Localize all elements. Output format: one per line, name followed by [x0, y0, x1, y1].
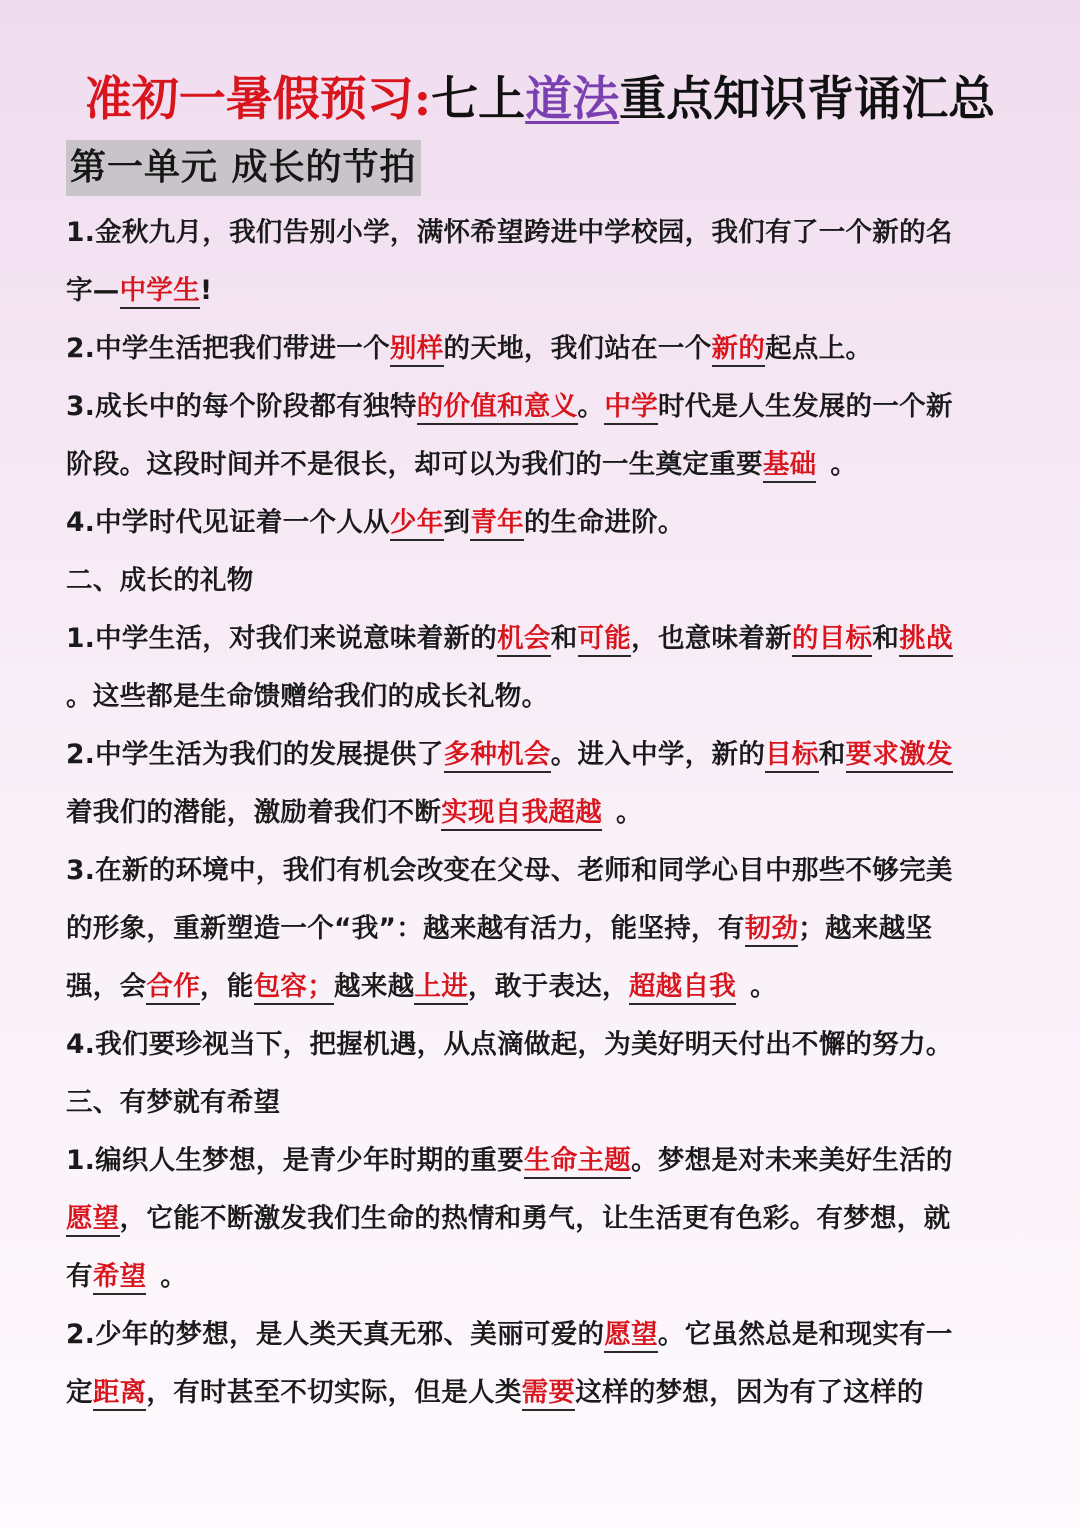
- line-text: 。它虽然总是和现实有一: [657, 1319, 953, 1350]
- line-text: 的形象，重新塑造一个“我”：越来越有活力，能坚持，有: [66, 913, 745, 944]
- keyword: 的价值和意义: [417, 391, 578, 425]
- text-line: [66, 842, 1021, 900]
- keyword: 挑战: [899, 623, 953, 657]
- line-text: 有: [66, 1261, 93, 1292]
- keyword: 合作: [146, 971, 200, 1005]
- line-text: 4.中学时代见证着一个人从: [66, 507, 390, 538]
- line-text: 。: [616, 797, 643, 828]
- keyword: 需要: [522, 1377, 576, 1411]
- title-part-2: 七上: [431, 72, 526, 127]
- text-line: [66, 1016, 1021, 1074]
- text-line: [66, 436, 1021, 494]
- text-line: [66, 610, 1021, 668]
- line-text: 越来越: [334, 971, 415, 1002]
- keyword: 超越自我: [629, 971, 736, 1005]
- keyword: 青年: [470, 507, 524, 541]
- line-text: 的生命进阶。: [523, 507, 685, 538]
- text-line: [66, 494, 1021, 552]
- content: [66, 204, 1021, 1422]
- text-line: [66, 204, 1021, 262]
- text-line: [66, 1132, 1021, 1190]
- keyword: 可能: [578, 623, 632, 657]
- keyword: 愿望: [66, 1203, 120, 1237]
- line-text: 。: [830, 449, 858, 480]
- keyword: 要求激发: [846, 739, 953, 773]
- keyword: 中学: [604, 391, 658, 425]
- text-line: [66, 1364, 1021, 1422]
- line-text: 2.中学生活为我们的发展提供了: [66, 739, 444, 770]
- keyword: 韧劲: [745, 913, 799, 947]
- text-line: [66, 900, 1021, 958]
- line-text: 时代是人生发展的一个新: [657, 391, 953, 422]
- line-text: 。: [160, 1261, 188, 1292]
- line-text: ，能: [200, 971, 254, 1002]
- text-line: [66, 958, 1021, 1016]
- line-text: ，有时甚至不切实际，但是人类: [146, 1377, 522, 1408]
- keyword: 机会: [497, 623, 551, 657]
- keyword: 中学生: [120, 275, 200, 309]
- line-text: 强，会: [66, 971, 147, 1002]
- line-text: 和: [818, 739, 846, 770]
- line-text: 到: [443, 507, 471, 538]
- title-part-1: 准初一暑假预习:: [84, 72, 432, 127]
- line-text: 3.成长中的每个阶段都有独特: [66, 391, 417, 422]
- keyword: 多种机会: [444, 739, 551, 773]
- keyword: 愿望: [604, 1319, 658, 1353]
- title-part-3: 道法: [525, 72, 620, 127]
- line-text: 。梦想是对未来美好生活的: [631, 1145, 953, 1176]
- keyword: 基础: [763, 449, 817, 483]
- line-text: 和: [550, 623, 578, 654]
- line-text: 3.在新的环境中，我们有机会改变在父母、老师和同学心目中那些不够完美: [66, 855, 953, 886]
- line-text: 二、成长的礼物: [66, 565, 254, 596]
- keyword: 生命主题: [524, 1145, 631, 1179]
- keyword: 新的: [712, 333, 766, 367]
- line-text: 2.少年的梦想，是人类天真无邪、美丽可爱的: [66, 1319, 605, 1350]
- line-text: 阶段。这段时间并不是很长，却可以为我们的一生奠定重要: [66, 449, 763, 480]
- line-text: ，敢于表达，: [468, 971, 629, 1002]
- line-text: 和: [872, 623, 900, 654]
- text-line: [66, 726, 1021, 784]
- line-text: 三、有梦就有希望: [66, 1087, 281, 1118]
- line-text: 着我们的潜能，激励着我们不断: [66, 797, 442, 828]
- keyword: 希望: [93, 1261, 147, 1295]
- line-text: ，它能不断激发我们生命的热情和勇气，让生活更有色彩。有梦想，就: [119, 1203, 951, 1234]
- text-line: [66, 378, 1021, 436]
- keyword: 少年: [390, 507, 444, 541]
- unit-title: 第一单元 成长的节拍: [66, 140, 421, 196]
- line-text: 1.编织人生梦想，是青少年时期的重要: [66, 1145, 524, 1176]
- line-text: ，也意味着新: [631, 623, 792, 654]
- text-line: [66, 1190, 1021, 1248]
- line-text: 这样的梦想，因为有了这样的: [575, 1377, 924, 1408]
- line-text: 起点上。: [765, 333, 873, 364]
- line-text: ；越来越坚: [798, 913, 933, 944]
- keyword: 实现自我超越: [441, 797, 602, 831]
- page-title: [0, 70, 1080, 130]
- line-text: 4.我们要珍视当下，把握机遇，从点滴做起，为美好明天付出不懈的努力。: [66, 1029, 953, 1060]
- keyword: 包容；: [254, 971, 334, 1005]
- line-text: 。这些都是生命馈赠给我们的成长礼物。: [66, 681, 549, 712]
- keyword: 别样: [390, 333, 444, 367]
- keyword: 距离: [93, 1377, 147, 1411]
- text-line: [66, 784, 1021, 842]
- line-text: 1.金秋九月，我们告别小学，满怀希望跨进中学校园，我们有了一个新的名: [66, 217, 953, 248]
- line-text: 。进入中学，新的: [550, 739, 766, 770]
- keyword: 的目标: [792, 623, 872, 657]
- section-heading: [66, 552, 1021, 610]
- line-text: 字—: [66, 275, 120, 306]
- text-line: [66, 1306, 1021, 1364]
- line-text: 2.中学生活把我们带进一个: [66, 333, 390, 364]
- text-line: [66, 320, 1021, 378]
- line-text: 。: [577, 391, 605, 422]
- line-text: 的天地，我们站在一个: [443, 333, 712, 364]
- keyword: 上进: [414, 971, 468, 1005]
- line-text: 。: [750, 971, 777, 1002]
- line-text: 1.中学生活，对我们来说意味着新的: [66, 623, 498, 654]
- keyword: 目标: [765, 739, 819, 773]
- line-text: 定: [66, 1377, 93, 1408]
- text-line: [66, 668, 1021, 726]
- title-part-4: 重点知识背诵汇总: [619, 72, 996, 127]
- text-line: [66, 1248, 1021, 1306]
- line-text: !: [200, 275, 213, 306]
- text-line: [66, 262, 1021, 320]
- section-heading: [66, 1074, 1021, 1132]
